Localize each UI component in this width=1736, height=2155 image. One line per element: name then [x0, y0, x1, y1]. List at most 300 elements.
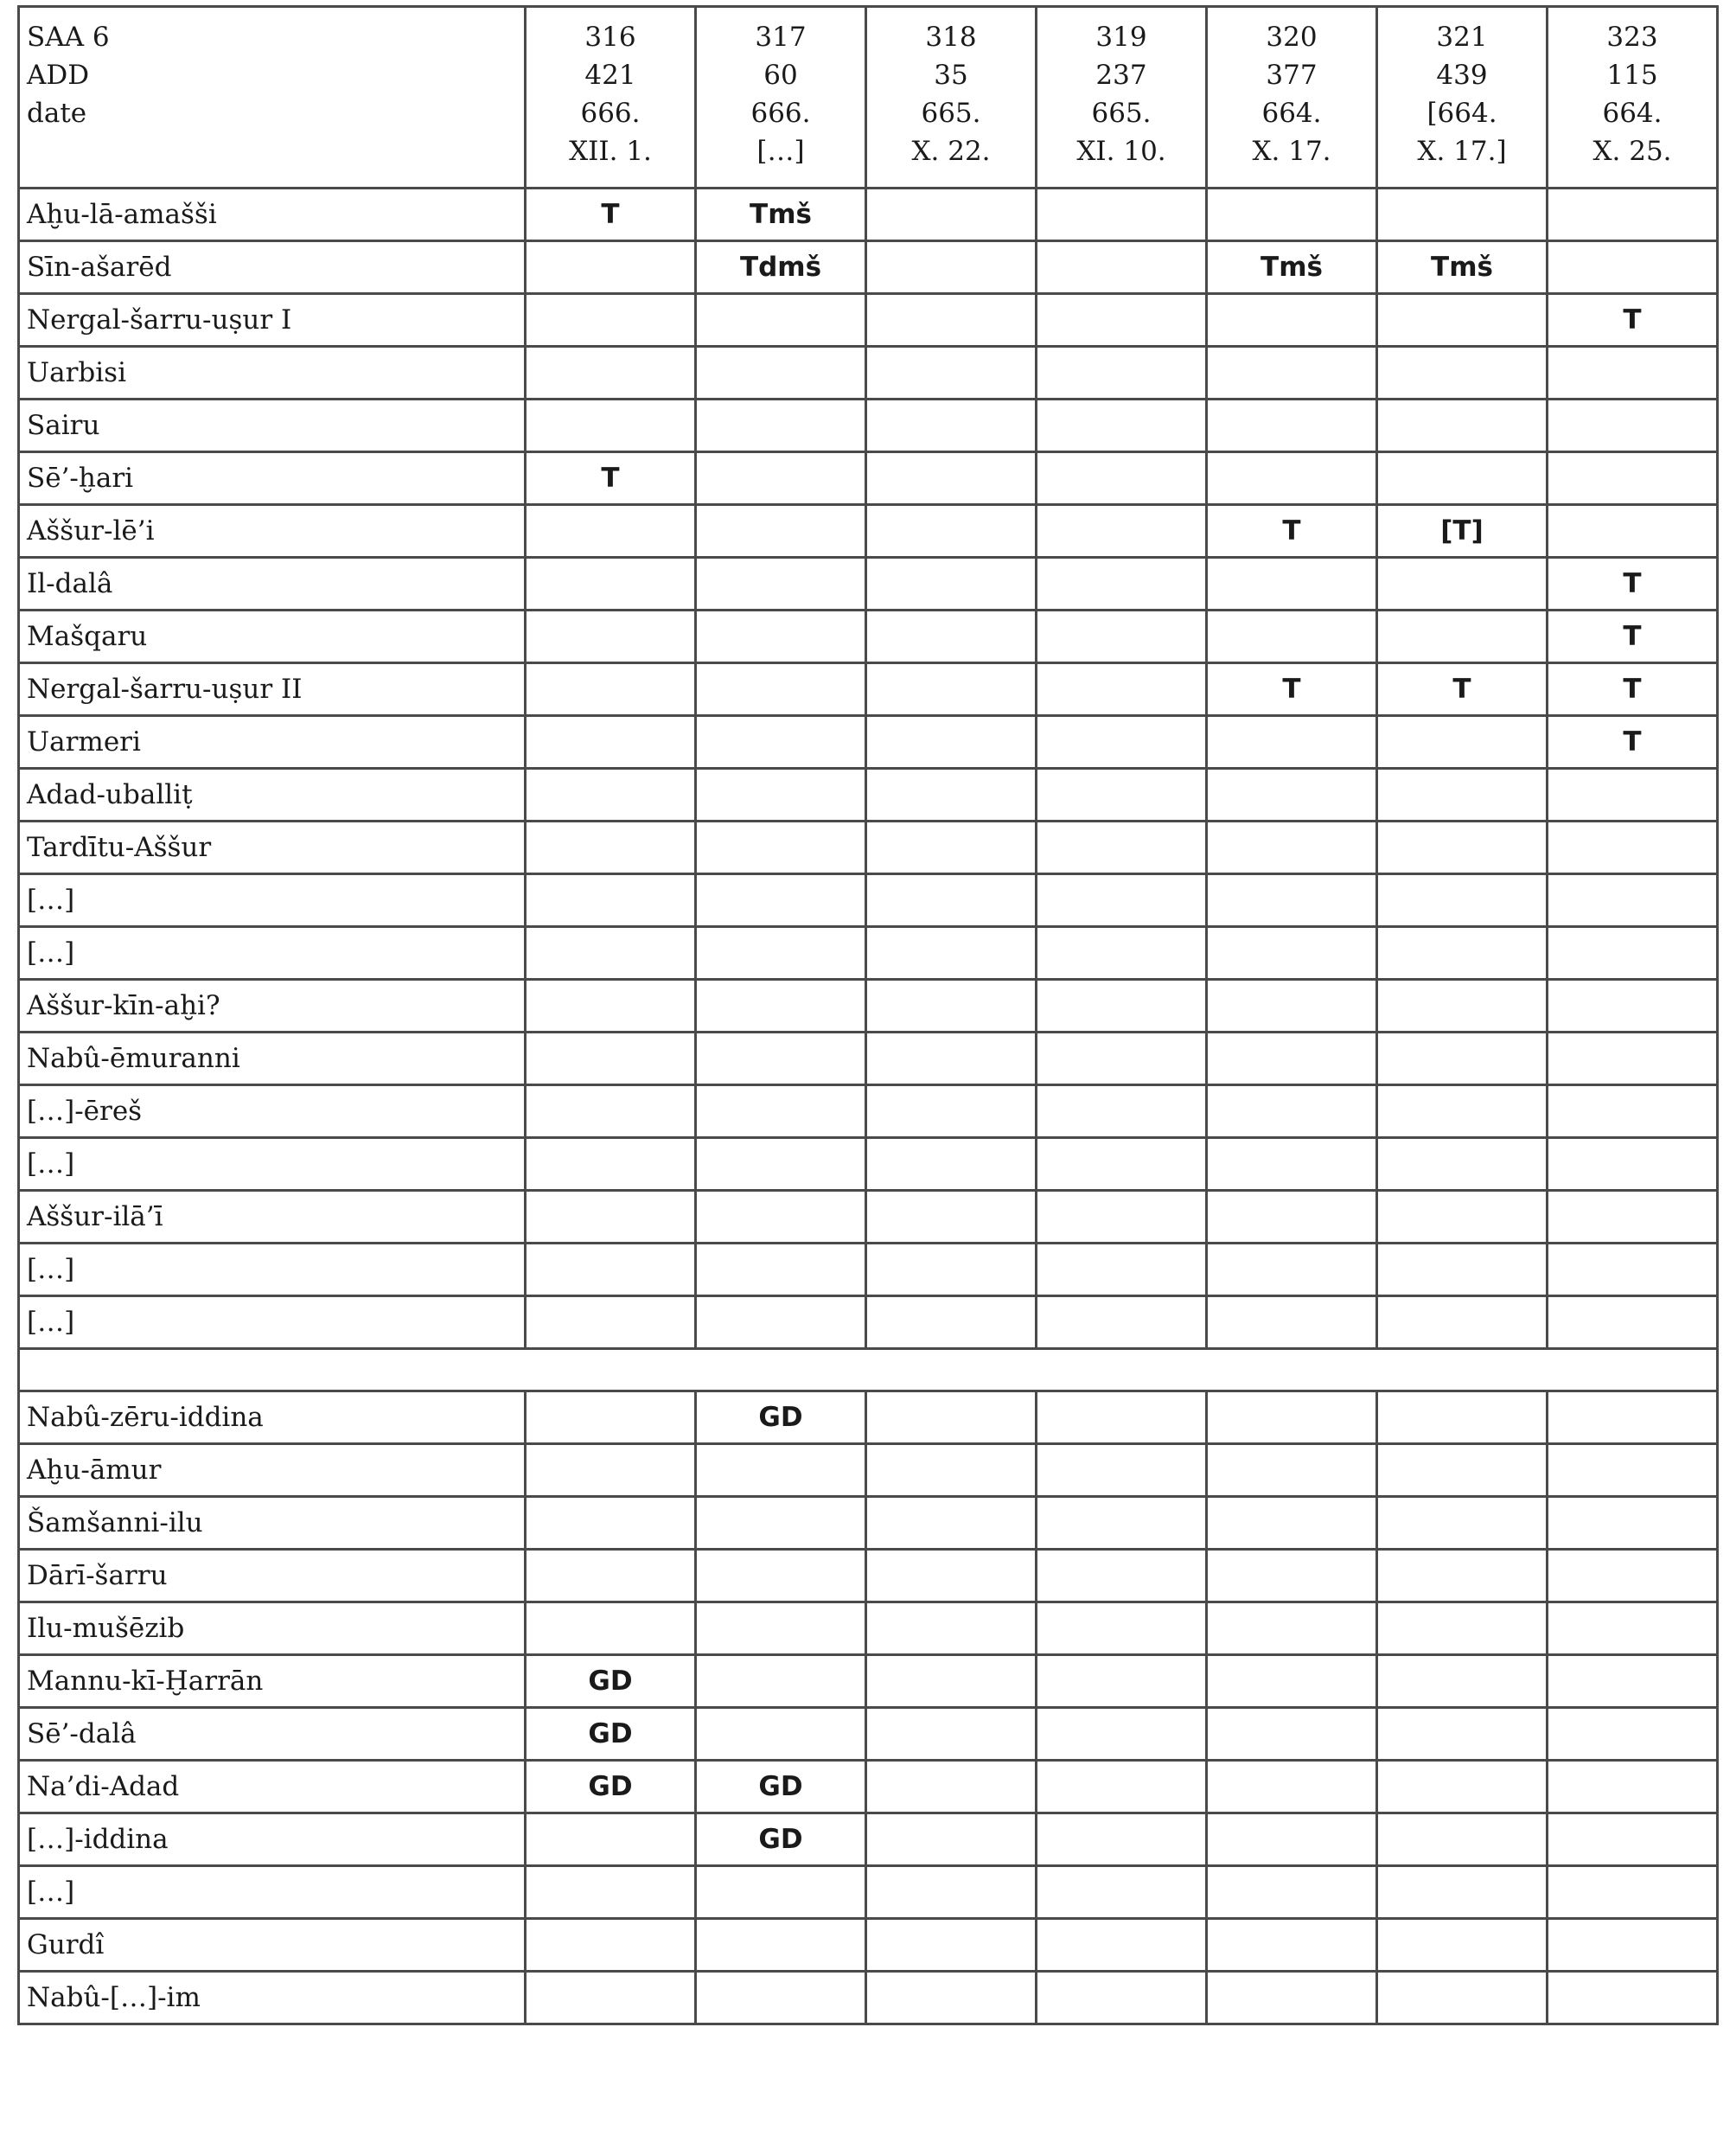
- row-value-cell: T: [526, 189, 696, 241]
- table-row: [19, 1655, 1718, 1708]
- row-value-cell: [1377, 1708, 1548, 1761]
- row-value-cell: Tmš: [696, 189, 866, 241]
- row-value-cell: [696, 663, 866, 716]
- column-saa-number: 323: [1606, 22, 1658, 53]
- row-value-cell: [696, 769, 866, 822]
- row-value-cell: [696, 1244, 866, 1296]
- column-add-number: 237: [1095, 60, 1147, 91]
- row-value-cell: [696, 1444, 866, 1497]
- row-value-cell: [1037, 1138, 1207, 1191]
- column-date-day: X. 22.: [911, 136, 991, 167]
- row-value-cell: [1207, 347, 1377, 400]
- row-value-cell: [1377, 1444, 1548, 1497]
- row-value-cell: [1377, 874, 1548, 927]
- row-value-cell: [1037, 1761, 1207, 1813]
- row-value-cell: [1207, 822, 1377, 874]
- row-value-cell: [1548, 1033, 1718, 1085]
- row-value-cell: [1037, 1296, 1207, 1349]
- row-value-cell: [1037, 1191, 1207, 1244]
- row-value-cell: [1037, 822, 1207, 874]
- row-name-cell: Mannu-kī-Ḫarrān: [19, 1655, 526, 1708]
- row-value-cell: [866, 1602, 1037, 1655]
- row-value-cell: [1037, 769, 1207, 822]
- row-value-cell: [1377, 1866, 1548, 1919]
- table-row: [19, 822, 1718, 874]
- row-value-cell: [696, 1138, 866, 1191]
- row-value-cell: [1548, 1708, 1718, 1761]
- row-value-cell: [1037, 1813, 1207, 1866]
- header-label-cell: [19, 7, 526, 189]
- row-value-cell: [696, 980, 866, 1033]
- row-value-cell: [1377, 558, 1548, 611]
- table-row: [19, 1866, 1718, 1919]
- witness-table: [17, 5, 1719, 2025]
- row-value-cell: [1548, 1813, 1718, 1866]
- row-name-cell: Adad-uballiṭ: [19, 769, 526, 822]
- table-row: [19, 1813, 1718, 1866]
- table-row: [19, 1550, 1718, 1602]
- row-name-cell: Ilu-mušēzib: [19, 1602, 526, 1655]
- table-body-section-a: [19, 189, 1718, 1349]
- table-row: [19, 663, 1718, 716]
- row-value-cell: [1377, 1602, 1548, 1655]
- row-value-cell: [1207, 1708, 1377, 1761]
- row-value-cell: [1377, 716, 1548, 769]
- row-value-cell: [526, 1244, 696, 1296]
- row-name-cell: Aššur-kīn-aḫi?: [19, 980, 526, 1033]
- row-name-cell: Uarbisi: [19, 347, 526, 400]
- column-date-day: X. 17.]: [1417, 136, 1507, 167]
- table-row: [19, 1138, 1718, 1191]
- row-value-cell: [1037, 558, 1207, 611]
- column-saa-number: 320: [1266, 22, 1318, 53]
- row-value-cell: [1037, 1919, 1207, 1972]
- row-value-cell: [1377, 400, 1548, 452]
- row-value-cell: [1037, 1444, 1207, 1497]
- row-value-cell: [1207, 400, 1377, 452]
- column-date-year: 666.: [750, 98, 811, 129]
- row-value-cell: [1207, 980, 1377, 1033]
- row-value-cell: [1037, 189, 1207, 241]
- row-value-cell: [866, 980, 1037, 1033]
- column-date-year: 665.: [1091, 98, 1152, 129]
- column-add-number: 439: [1436, 60, 1488, 91]
- row-value-cell: [866, 1296, 1037, 1349]
- row-value-cell: [696, 611, 866, 663]
- row-value-cell: [1037, 663, 1207, 716]
- row-value-cell: [1377, 1761, 1548, 1813]
- row-name-cell: […]: [19, 1866, 526, 1919]
- row-value-cell: [696, 1191, 866, 1244]
- row-value-cell: T: [1548, 663, 1718, 716]
- row-value-cell: [526, 294, 696, 347]
- row-name-cell: […]-ēreš: [19, 1085, 526, 1138]
- row-value-cell: [866, 1033, 1037, 1085]
- column-header-3: [1037, 7, 1207, 189]
- row-name-cell: Aḫu-āmur: [19, 1444, 526, 1497]
- row-name-cell: Aššur-ilā’ī: [19, 1191, 526, 1244]
- row-value-cell: [1037, 1972, 1207, 2024]
- row-value-cell: [866, 663, 1037, 716]
- row-value-cell: [1377, 1813, 1548, 1866]
- row-value-cell: [1548, 1085, 1718, 1138]
- row-value-cell: [1037, 1033, 1207, 1085]
- table-section-gap: [19, 1349, 1718, 1391]
- row-value-cell: GD: [526, 1761, 696, 1813]
- header-label-date: date: [27, 98, 87, 129]
- row-value-cell: [866, 452, 1037, 505]
- row-value-cell: [1207, 1033, 1377, 1085]
- row-value-cell: [1377, 1391, 1548, 1444]
- column-saa-number: 317: [755, 22, 807, 53]
- row-name-cell: Tardītu-Aššur: [19, 822, 526, 874]
- row-value-cell: [1548, 1602, 1718, 1655]
- row-value-cell: [526, 611, 696, 663]
- row-value-cell: [1207, 1813, 1377, 1866]
- row-value-cell: [696, 1708, 866, 1761]
- row-name-cell: Na’di-Adad: [19, 1761, 526, 1813]
- row-value-cell: [1037, 1085, 1207, 1138]
- row-value-cell: [696, 400, 866, 452]
- row-value-cell: [1548, 927, 1718, 980]
- row-value-cell: [526, 1550, 696, 1602]
- row-value-cell: [1377, 611, 1548, 663]
- column-date-day: X. 25.: [1592, 136, 1672, 167]
- row-name-cell: Mašqaru: [19, 611, 526, 663]
- row-value-cell: [526, 400, 696, 452]
- column-date-day: XI. 10.: [1076, 136, 1166, 167]
- row-value-cell: [1377, 452, 1548, 505]
- row-value-cell: [696, 1866, 866, 1919]
- row-value-cell: [1207, 1296, 1377, 1349]
- row-name-cell: Uarmeri: [19, 716, 526, 769]
- row-value-cell: [1037, 1866, 1207, 1919]
- row-value-cell: [1037, 1550, 1207, 1602]
- row-value-cell: [1207, 1391, 1377, 1444]
- row-value-cell: [1548, 241, 1718, 294]
- row-value-cell: [1548, 1244, 1718, 1296]
- row-value-cell: [526, 558, 696, 611]
- row-name-cell: […]: [19, 1138, 526, 1191]
- table-row: [19, 400, 1718, 452]
- row-value-cell: [696, 1972, 866, 2024]
- row-value-cell: T: [1207, 505, 1377, 558]
- row-value-cell: [1377, 1919, 1548, 1972]
- row-value-cell: [1377, 980, 1548, 1033]
- table-row: [19, 452, 1718, 505]
- row-name-cell: […]: [19, 874, 526, 927]
- row-value-cell: [526, 505, 696, 558]
- row-name-cell: Sē’-ḫari: [19, 452, 526, 505]
- column-date-day: […]: [756, 136, 805, 167]
- row-value-cell: [1548, 400, 1718, 452]
- row-value-cell: [1207, 1972, 1377, 2024]
- row-value-cell: [1377, 769, 1548, 822]
- row-value-cell: GD: [526, 1708, 696, 1761]
- row-value-cell: [866, 1550, 1037, 1602]
- row-value-cell: [1207, 1138, 1377, 1191]
- row-value-cell: [866, 927, 1037, 980]
- row-value-cell: [1207, 716, 1377, 769]
- table-row: [19, 1972, 1718, 2024]
- table-row: [19, 1391, 1718, 1444]
- row-value-cell: [1037, 241, 1207, 294]
- row-value-cell: [1377, 347, 1548, 400]
- row-value-cell: [1377, 822, 1548, 874]
- row-name-cell: Aḫu-lā-amašši: [19, 189, 526, 241]
- column-date-year: [664.: [1426, 98, 1497, 129]
- column-header-0: [526, 7, 696, 189]
- row-value-cell: [866, 189, 1037, 241]
- blank-separator-cell: [19, 1349, 1718, 1391]
- row-value-cell: [866, 1391, 1037, 1444]
- row-value-cell: [696, 874, 866, 927]
- row-name-cell: Nabû-ēmuranni: [19, 1033, 526, 1085]
- column-header-5: [1377, 7, 1548, 189]
- row-value-cell: [866, 822, 1037, 874]
- row-value-cell: [1207, 1655, 1377, 1708]
- blank-separator-row: [19, 1349, 1718, 1391]
- row-name-cell: Nergal-šarru-uṣur I: [19, 294, 526, 347]
- row-value-cell: [1037, 716, 1207, 769]
- row-value-cell: [1548, 1761, 1718, 1813]
- row-value-cell: [1207, 769, 1377, 822]
- row-value-cell: [866, 1497, 1037, 1550]
- row-value-cell: [866, 769, 1037, 822]
- row-value-cell: T: [526, 452, 696, 505]
- row-value-cell: [866, 1919, 1037, 1972]
- row-value-cell: [1037, 980, 1207, 1033]
- row-value-cell: [1207, 1919, 1377, 1972]
- row-value-cell: [1037, 505, 1207, 558]
- row-value-cell: [526, 980, 696, 1033]
- row-value-cell: [866, 558, 1037, 611]
- row-value-cell: [1548, 1391, 1718, 1444]
- row-value-cell: [866, 241, 1037, 294]
- column-date-year: 664.: [1261, 98, 1322, 129]
- column-saa-number: 321: [1436, 22, 1488, 53]
- row-value-cell: [526, 1813, 696, 1866]
- row-value-cell: [696, 1296, 866, 1349]
- table-row: [19, 1444, 1718, 1497]
- row-name-cell: Nabû-[…]-im: [19, 1972, 526, 2024]
- row-value-cell: [526, 1191, 696, 1244]
- row-value-cell: [1207, 189, 1377, 241]
- row-value-cell: [1207, 1497, 1377, 1550]
- row-value-cell: [1377, 1972, 1548, 2024]
- row-value-cell: [526, 1085, 696, 1138]
- row-value-cell: [1548, 1444, 1718, 1497]
- row-value-cell: [1548, 874, 1718, 927]
- table-row: [19, 716, 1718, 769]
- column-saa-number: 318: [925, 22, 977, 53]
- row-value-cell: [1037, 1497, 1207, 1550]
- row-value-cell: [1207, 1761, 1377, 1813]
- row-value-cell: [1548, 1655, 1718, 1708]
- row-value-cell: [696, 1655, 866, 1708]
- row-value-cell: [1377, 927, 1548, 980]
- row-value-cell: [866, 1708, 1037, 1761]
- row-value-cell: [696, 1602, 866, 1655]
- row-value-cell: [866, 1813, 1037, 1866]
- row-value-cell: [1037, 1708, 1207, 1761]
- row-value-cell: [1037, 347, 1207, 400]
- row-value-cell: [1548, 1866, 1718, 1919]
- table-row: [19, 874, 1718, 927]
- row-value-cell: [526, 347, 696, 400]
- row-value-cell: [1207, 1602, 1377, 1655]
- table-row: [19, 1296, 1718, 1349]
- row-value-cell: [1037, 1602, 1207, 1655]
- row-value-cell: [1377, 1497, 1548, 1550]
- row-value-cell: [1377, 1655, 1548, 1708]
- row-value-cell: T: [1548, 611, 1718, 663]
- row-value-cell: [866, 347, 1037, 400]
- row-name-cell: Šamšanni-ilu: [19, 1497, 526, 1550]
- row-name-cell: Nabû-zēru-iddina: [19, 1391, 526, 1444]
- row-value-cell: [526, 1444, 696, 1497]
- row-name-cell: Sairu: [19, 400, 526, 452]
- row-value-cell: [1037, 927, 1207, 980]
- row-value-cell: [696, 505, 866, 558]
- row-value-cell: T: [1377, 663, 1548, 716]
- row-value-cell: [696, 1085, 866, 1138]
- row-value-cell: T: [1548, 558, 1718, 611]
- row-value-cell: [526, 1391, 696, 1444]
- row-value-cell: [1377, 1550, 1548, 1602]
- row-value-cell: Tdmš: [696, 241, 866, 294]
- row-value-cell: [1207, 874, 1377, 927]
- row-value-cell: [1377, 1191, 1548, 1244]
- table-body-section-b: [19, 1391, 1718, 2024]
- row-value-cell: [866, 611, 1037, 663]
- row-value-cell: [1207, 1550, 1377, 1602]
- row-value-cell: [1207, 1085, 1377, 1138]
- row-value-cell: [1548, 1919, 1718, 1972]
- row-value-cell: GD: [526, 1655, 696, 1708]
- row-value-cell: [526, 1033, 696, 1085]
- row-value-cell: [526, 1296, 696, 1349]
- column-add-number: 421: [584, 60, 636, 91]
- row-name-cell: Gurdî: [19, 1919, 526, 1972]
- table-row: [19, 505, 1718, 558]
- row-value-cell: [866, 1761, 1037, 1813]
- column-header-2: [866, 7, 1037, 189]
- row-value-cell: [526, 1919, 696, 1972]
- row-value-cell: GD: [696, 1813, 866, 1866]
- row-value-cell: [526, 822, 696, 874]
- row-name-cell: […]-iddina: [19, 1813, 526, 1866]
- table-row: [19, 1497, 1718, 1550]
- row-value-cell: [866, 1085, 1037, 1138]
- row-value-cell: [1037, 1391, 1207, 1444]
- row-value-cell: [696, 558, 866, 611]
- row-value-cell: [1207, 1244, 1377, 1296]
- row-value-cell: [696, 1550, 866, 1602]
- table-row: [19, 1244, 1718, 1296]
- table-row: [19, 558, 1718, 611]
- row-value-cell: [526, 769, 696, 822]
- row-value-cell: [866, 1655, 1037, 1708]
- row-value-cell: [1548, 452, 1718, 505]
- row-value-cell: [526, 927, 696, 980]
- row-value-cell: [1037, 400, 1207, 452]
- row-value-cell: [1548, 1550, 1718, 1602]
- row-value-cell: [1377, 189, 1548, 241]
- row-value-cell: [526, 663, 696, 716]
- row-value-cell: [1207, 611, 1377, 663]
- row-value-cell: [866, 294, 1037, 347]
- table-row: [19, 1761, 1718, 1813]
- row-value-cell: [1207, 294, 1377, 347]
- column-header-6: [1548, 7, 1718, 189]
- column-add-number: 377: [1266, 60, 1318, 91]
- row-name-cell: Nergal-šarru-uṣur II: [19, 663, 526, 716]
- row-value-cell: GD: [696, 1391, 866, 1444]
- row-value-cell: [526, 1138, 696, 1191]
- row-value-cell: [1037, 874, 1207, 927]
- row-value-cell: [866, 1972, 1037, 2024]
- row-value-cell: Tmš: [1377, 241, 1548, 294]
- row-value-cell: [T]: [1377, 505, 1548, 558]
- row-value-cell: [1548, 1497, 1718, 1550]
- row-value-cell: [1207, 1444, 1377, 1497]
- table-row: [19, 980, 1718, 1033]
- row-name-cell: […]: [19, 1296, 526, 1349]
- row-value-cell: [696, 347, 866, 400]
- table-row: [19, 1602, 1718, 1655]
- row-value-cell: [866, 1191, 1037, 1244]
- row-value-cell: [1037, 452, 1207, 505]
- table-row: [19, 241, 1718, 294]
- table-row: [19, 611, 1718, 663]
- row-name-cell: Dārī-šarru: [19, 1550, 526, 1602]
- row-value-cell: [696, 1919, 866, 1972]
- row-value-cell: GD: [696, 1761, 866, 1813]
- column-add-number: 115: [1606, 60, 1658, 91]
- row-value-cell: [1037, 294, 1207, 347]
- table-row: [19, 1191, 1718, 1244]
- row-value-cell: [696, 716, 866, 769]
- column-date-day: X. 17.: [1252, 136, 1331, 167]
- column-saa-number: 316: [584, 22, 636, 53]
- table-row: [19, 294, 1718, 347]
- row-value-cell: [1377, 1033, 1548, 1085]
- row-value-cell: [696, 927, 866, 980]
- row-value-cell: T: [1548, 716, 1718, 769]
- row-value-cell: [1548, 189, 1718, 241]
- row-name-cell: Sē’-dalâ: [19, 1708, 526, 1761]
- row-value-cell: [526, 1972, 696, 2024]
- row-value-cell: [1207, 558, 1377, 611]
- row-value-cell: [1548, 347, 1718, 400]
- column-header-4: [1207, 7, 1377, 189]
- row-value-cell: [696, 452, 866, 505]
- row-value-cell: Tmš: [1207, 241, 1377, 294]
- row-value-cell: [1548, 1972, 1718, 2024]
- row-value-cell: [866, 716, 1037, 769]
- column-header-1: [696, 7, 866, 189]
- row-value-cell: [1377, 1138, 1548, 1191]
- row-name-cell: Aššur-lē’i: [19, 505, 526, 558]
- row-name-cell: […]: [19, 927, 526, 980]
- row-value-cell: [696, 1033, 866, 1085]
- row-value-cell: [526, 1866, 696, 1919]
- row-value-cell: [866, 874, 1037, 927]
- column-date-year: 664.: [1602, 98, 1663, 129]
- header-label-saa: SAA 6: [27, 22, 110, 53]
- row-value-cell: [866, 1138, 1037, 1191]
